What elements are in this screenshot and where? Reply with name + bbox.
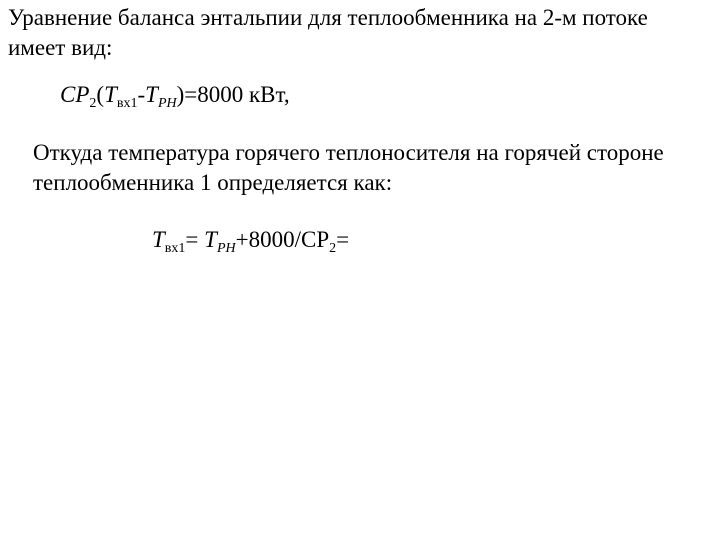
t-ph-subscript: PH — [157, 96, 177, 111]
enthalpy-balance-equation — [60, 80, 290, 114]
t-inlet-symbol: T — [104, 82, 117, 107]
t-ph-symbol: T — [204, 227, 217, 252]
t-inlet-symbol: T — [152, 227, 165, 252]
plus-term: +8000/CP — [235, 227, 330, 252]
cp-subscript: 2 — [329, 241, 337, 256]
t-inlet-subscript: вх1 — [164, 241, 186, 256]
t-ph-symbol: T — [145, 82, 158, 107]
t-ph-subscript: PH — [216, 241, 236, 256]
temperature-equation — [152, 225, 349, 259]
cp-symbol: CP — [60, 82, 90, 107]
explanation-paragraph: Откуда температура горячего теплоносителя на горячей стороне теплообменника 1 определяется как: — [33, 140, 664, 195]
intro-paragraph: Уравнение баланса энтальпии для теплообменника на 2-м потоке имеет вид: — [8, 5, 648, 60]
trailing-equals: = — [336, 227, 350, 252]
minus-sign: - — [137, 82, 146, 107]
open-paren: ( — [96, 82, 105, 107]
equals-sign: = — [185, 227, 205, 252]
t-inlet-subscript: вх1 — [116, 96, 138, 111]
equation-result: )=8000 кВт, — [176, 82, 290, 107]
cp-subscript: 2 — [89, 96, 97, 111]
